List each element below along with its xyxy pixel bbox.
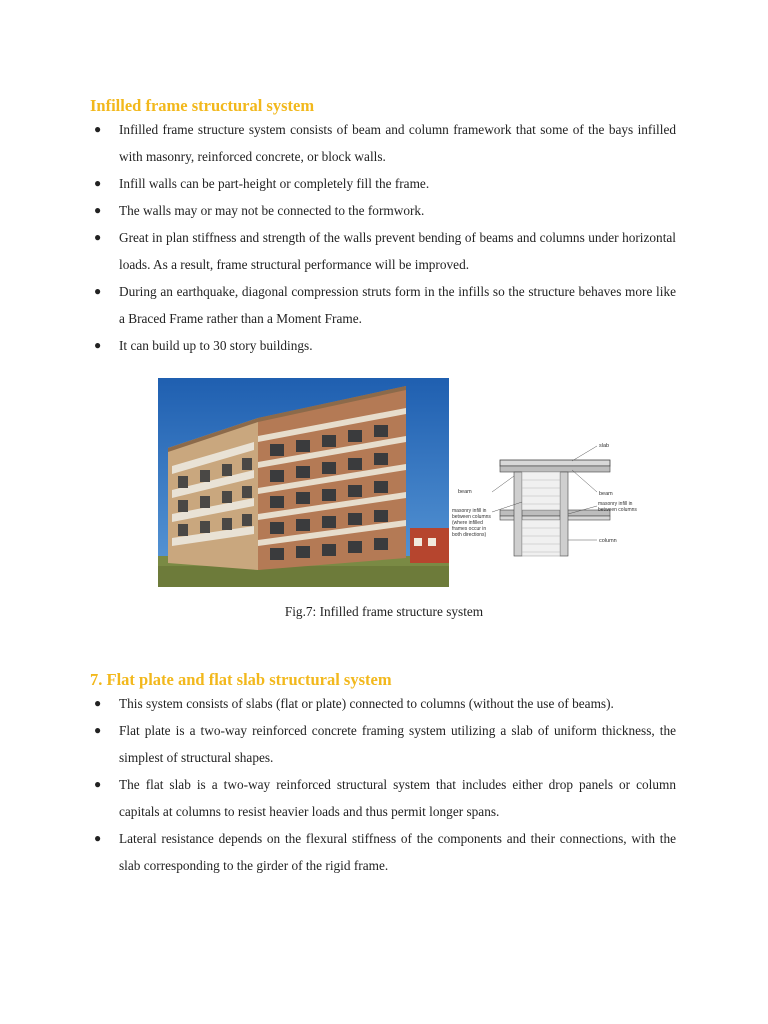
bullet-dot-icon: ● [94, 696, 102, 710]
diagram-label-masonry-right: masonry infill in between columns [598, 501, 637, 513]
bullet-item: ● It can build up to 30 story buildings. [90, 332, 676, 359]
bullet-dot-icon: ● [94, 284, 102, 298]
diagram-label-column: column [599, 538, 617, 544]
flat-plate-bullet-list [90, 690, 676, 879]
bullet-dot-icon: ● [94, 831, 102, 845]
diagram-label-beam-right: beam [599, 491, 613, 497]
bullet-dot-icon: ● [94, 203, 102, 217]
bullet-dot-icon: ● [94, 230, 102, 244]
bullet-item: ● The walls may or may not be connected to the formwork. [90, 197, 676, 224]
bullet-dot-icon: ● [94, 777, 102, 791]
section-heading-flat-plate: 7. Flat plate and flat slab structural system [90, 670, 392, 689]
bullet-dot-icon: ● [94, 723, 102, 737]
diagram-label-slab: slab [599, 443, 610, 449]
building-photo [158, 378, 449, 587]
infilled-frame-bullet-list [90, 116, 676, 359]
bullet-item: ● This system consists of slabs (flat or plate) connected to columns (without the use of beams). [90, 690, 676, 717]
bullet-dot-icon: ● [94, 338, 102, 352]
bullet-item: ● Infill walls can be part-height or completely fill the frame. [90, 170, 676, 197]
bullet-dot-icon: ● [94, 176, 102, 190]
diagram-label-masonry-left: masonry infill in between columns (where infilled frames occur in both directions) [452, 508, 491, 538]
figure-caption-text: Fig.7: Infilled frame structure system [284, 604, 484, 619]
section-heading-infilled-frame: Infilled frame structural system [90, 96, 315, 115]
bullet-item: ● During an earthquake, diagonal compression struts form in the infills so the structure behaves more like a Braced Frame rather than a Moment Frame. [90, 278, 676, 332]
figure-caption [0, 604, 768, 620]
bullet-item: ● Lateral resistance depends on the flexural stiffness of the components and their connections, with the slab corresponding to the girder of the rigid frame. [90, 825, 676, 879]
bullet-item: ● Flat plate is a two-way reinforced concrete framing system utilizing a slab of uniform thickness, the simplest of structural shapes. [90, 717, 676, 771]
bullet-dot-icon: ● [94, 122, 102, 136]
bullet-item: ● Great in plan stiffness and strength of the walls prevent bending of beams and columns under horizontal loads. As a result, frame structural performance will be improved. [90, 224, 676, 278]
bullet-item: ● Infilled frame structure system consists of beam and column framework that some of the bays infilled with masonry, reinforced concrete, or block walls. [90, 116, 676, 170]
infilled-frame-diagram [452, 432, 652, 568]
bullet-item: ● The flat slab is a two-way reinforced structural system that includes either drop panels or column capitals at columns to resist heavier loads and thus permit longer spans. [90, 771, 676, 825]
diagram-label-beam-left: beam [458, 489, 472, 495]
